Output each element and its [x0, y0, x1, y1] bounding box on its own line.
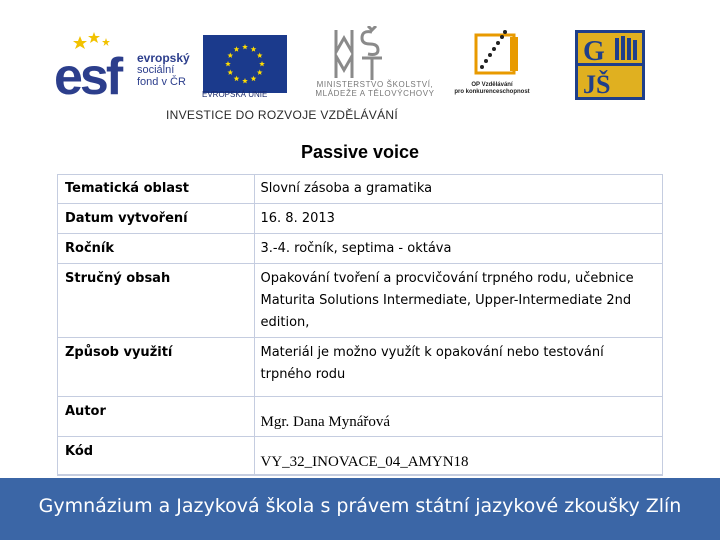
row-label: Ročník [65, 241, 115, 256]
esf-line-3: fond v ČR [137, 76, 186, 88]
table-row [57, 234, 663, 264]
msmt-line-2: MLÁDEŽE A TĚLOVÝCHOVY [315, 89, 435, 98]
table-row [57, 264, 663, 338]
gjs-school-logo [575, 30, 645, 100]
investice-tagline: INVESTICE DO ROZVOJE VZDĚLÁVÁNÍ [166, 108, 399, 122]
footer-bar [0, 478, 720, 540]
row-value: VY_32_INOVACE_04_AMYN18 [254, 437, 663, 476]
table-row [57, 338, 663, 397]
svg-text:JŠ: JŠ [583, 70, 611, 99]
msmt-line-1: MINISTERSTVO ŠKOLSTVÍ, [316, 80, 434, 89]
op-line-1: OP Vzdělávání [471, 82, 513, 88]
row-label: Tematická oblast [65, 181, 190, 196]
row-value: Opakování tvoření a procvičování trpného rodu, učebnice Maturita Solutions Intermediate, Upper-Intermediate 2nd edition, [254, 264, 663, 338]
op-caption [436, 82, 548, 96]
table-row [57, 204, 663, 234]
esf-caption [137, 52, 190, 88]
footer-school-name: Gymnázium a Jazyková škola s právem státní jazykové zkoušky Zlín [38, 495, 682, 517]
row-label: Autor [65, 404, 106, 419]
row-value: 3.-4. ročník, septima - oktáva [254, 234, 663, 264]
op-vzdelavani-logo [472, 27, 522, 81]
page-title: Passive voice [300, 142, 420, 162]
msmt-logo [332, 26, 402, 82]
esf-line-2: sociální [137, 64, 175, 76]
table-row [57, 397, 663, 437]
logo-banner [0, 0, 720, 135]
table-row [57, 175, 663, 204]
esf-line-1: evropský [137, 51, 190, 65]
row-value: Materiál je možno využít k opakování nebo testování trpného rodu [254, 338, 663, 397]
table-row [57, 437, 663, 476]
row-label: Kód [65, 444, 94, 459]
eu-caption: EVROPSKÁ UNIE [202, 90, 268, 99]
msmt-caption [310, 80, 440, 98]
row-value: 16. 8. 2013 [254, 204, 663, 234]
metadata-table [57, 174, 663, 476]
row-value: Mgr. Dana Mynářová [254, 397, 663, 437]
row-label: Stručný obsah [65, 271, 171, 286]
row-label: Datum vytvoření [65, 211, 188, 226]
row-label: Způsob využití [65, 345, 173, 360]
op-line-2: pro konkurenceschopnost [454, 89, 530, 95]
svg-text:esf: esf [54, 48, 121, 100]
svg-text:G: G [583, 36, 605, 67]
row-value: Slovní zásoba a gramatika [254, 175, 663, 204]
